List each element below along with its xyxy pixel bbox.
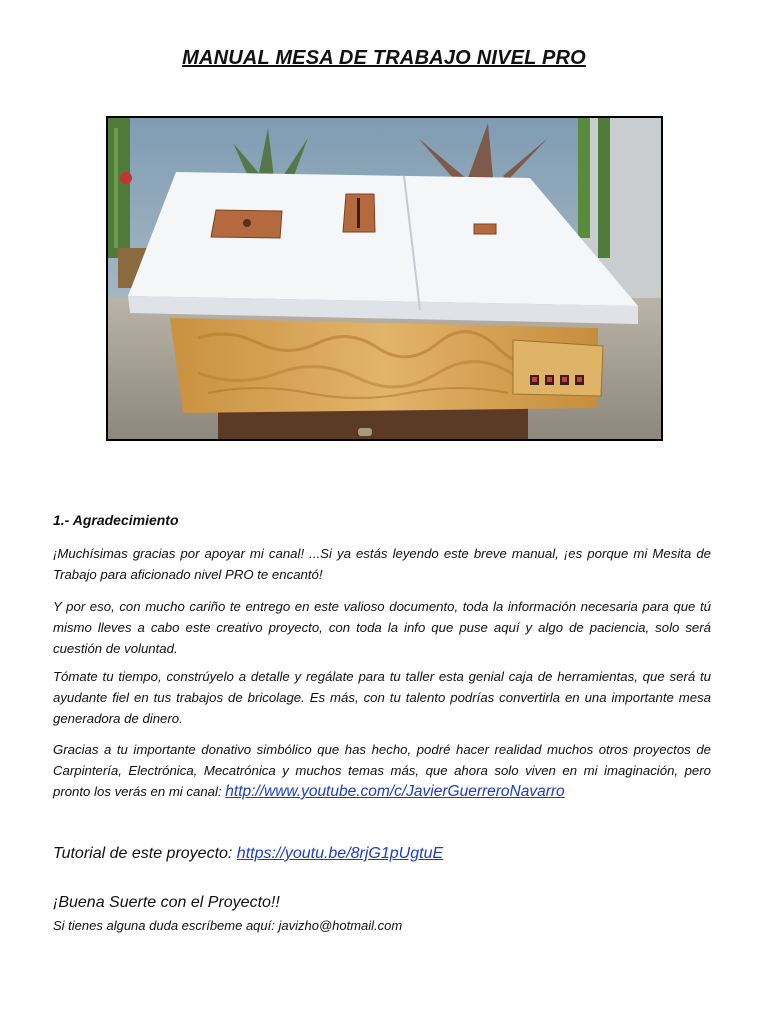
contact-text: Si tienes alguna duda escríbeme aquí: javizho@hotmail.com xyxy=(53,918,403,933)
tutorial-line xyxy=(53,845,443,863)
good-luck-text: ¡Buena Suerte con el Proyecto!! xyxy=(53,894,280,911)
workbench-photo xyxy=(106,116,663,441)
document-title: MANUAL MESA DE TRABAJO NIVEL PRO xyxy=(182,47,586,69)
tutorial-label: Tutorial de este proyecto: xyxy=(53,845,237,862)
paragraph-3: Tómate tu tiempo, constrúyelo a detalle y regálate para tu taller esta genial caja de herramientas, que será tu ayudante fiel en tus trabajos de bricolage. Es más, con tu talento podrías convertirla en una importante mesa generadora de dinero. xyxy=(53,669,711,726)
youtube-channel-link[interactable]: http://www.youtube.com/c/JavierGuerreroNavarro xyxy=(225,783,565,800)
paragraph-4 xyxy=(53,739,711,802)
paragraph-1: ¡Muchísimas gracias por apoyar mi canal! ...Si ya estás leyendo este breve manual, ¡es porque mi Mesita de Trabajo para aficionado nivel PRO te encantó! xyxy=(53,546,711,582)
paragraph-2: Y por eso, con mucho cariño te entrego en este valioso documento, toda la información necesaria para que tú mismo lleves a cabo este creativo proyecto, con toda la info que puse aquí y algo de paciencia, solo será cuestión de voluntad. xyxy=(53,599,711,656)
paragraph-4-text: Gracias a tu importante donativo simbólico que has hecho, podré hacer realidad muchos otros proyectos de Carpintería, Electrónica, Mecatrónica y muchos temas más, que ahora solo viven en mi imaginación, pero pronto los verás en mi canal: xyxy=(53,742,711,799)
section-heading-agradecimiento: 1.- Agradecimiento xyxy=(53,512,179,528)
tutorial-link[interactable]: https://youtu.be/8rjG1pUgtuE xyxy=(236,845,444,862)
